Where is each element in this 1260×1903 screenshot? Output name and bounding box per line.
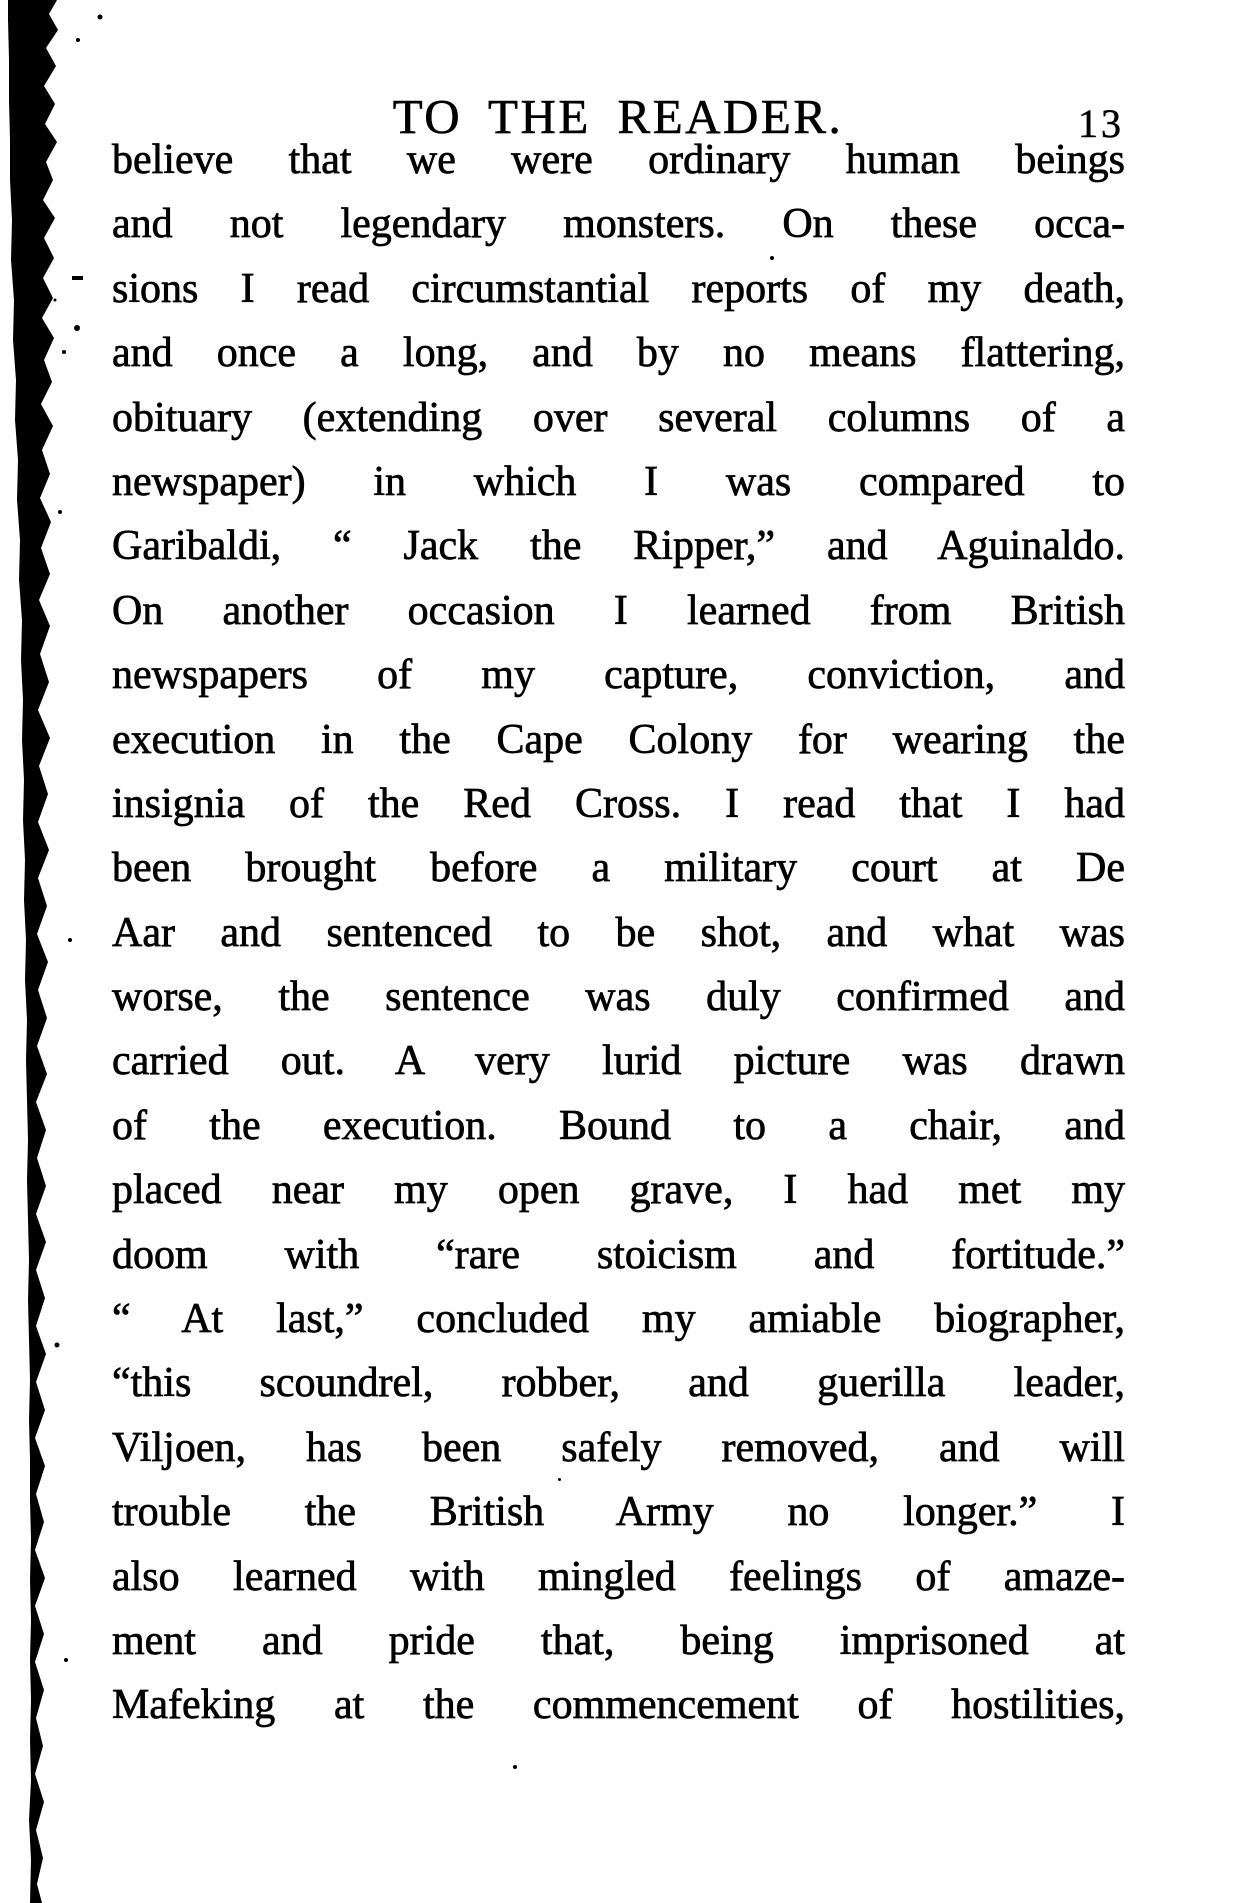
ink-speck: [770, 256, 774, 260]
text-line: execution in the Cape Colony for wearing the: [112, 716, 1125, 763]
text-line: doom with “rare stoicism and fortitude.”: [112, 1231, 1125, 1278]
text-line: placed near my open grave, I had met my: [112, 1167, 1125, 1214]
text-line: trouble the British Army no longer.” I: [112, 1489, 1125, 1536]
page-header-title: TO THE READER.: [392, 89, 844, 144]
text-line: carried out. A very lurid picture was drawn: [112, 1038, 1125, 1085]
text-line: sions I read circumstantial reports of my death,: [112, 265, 1125, 312]
text-line: Aar and sentenced to be shot, and what was: [112, 909, 1125, 956]
text-line: “this scoundrel, robber, and guerilla leader,: [112, 1360, 1125, 1407]
text-line: newspaper) in which I was compared to: [112, 458, 1125, 505]
page-number: 13: [1078, 101, 1124, 146]
text-line: Mafeking at the commencement of hostilities,: [112, 1682, 1125, 1729]
text-line: insignia of the Red Cross. I read that I had: [112, 780, 1125, 827]
text-line: and once a long, and by no means flattering,: [112, 330, 1125, 377]
text-line: and not legendary monsters. On these occa-: [112, 201, 1125, 248]
text-line: “ At last,” concluded my amiable biographer,: [112, 1296, 1125, 1343]
text-line: ment and pride that, being imprisoned at: [112, 1617, 1125, 1664]
text-line: believe that we were ordinary human beings: [112, 137, 1125, 183]
ink-speck: [558, 1478, 561, 1481]
text-line: been brought before a military court at De: [112, 845, 1125, 892]
body-text: [112, 128, 1125, 1738]
text-line: Viljoen, has been safely removed, and will: [112, 1424, 1125, 1471]
text-line: On another occasion I learned from British: [112, 587, 1125, 634]
text-line: newspapers of my capture, conviction, and: [112, 652, 1125, 699]
ink-speck: [513, 1765, 517, 1769]
text-line: of the execution. Bound to a chair, and: [112, 1102, 1125, 1149]
text-line: Garibaldi, “ Jack the Ripper,” and Aguinaldo.: [112, 523, 1125, 570]
text-line: obituary (extending over several columns of a: [112, 394, 1125, 441]
text-line: worse, the sentence was duly confirmed and: [112, 974, 1125, 1021]
binding-edge: [0, 0, 110, 1903]
text-line: also learned with mingled feelings of amaze-: [112, 1553, 1125, 1600]
